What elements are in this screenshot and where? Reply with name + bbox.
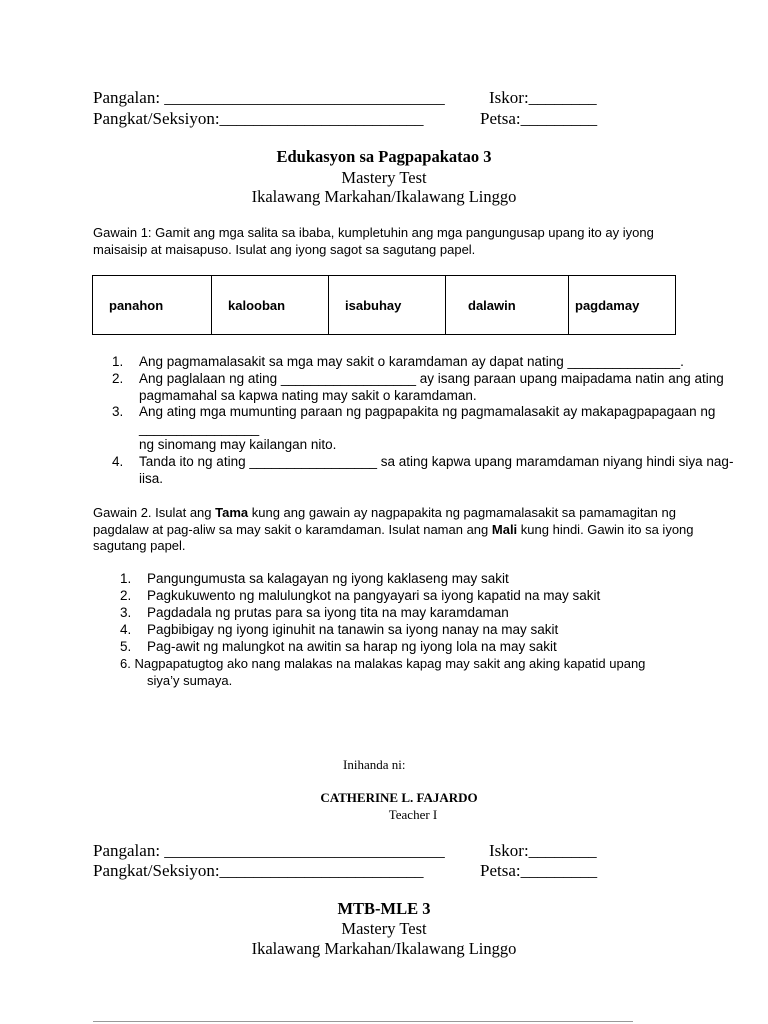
subject-title: Edukasyon sa Pagpapakatao 3 xyxy=(276,147,492,166)
date-field-label: Petsa:_________ xyxy=(480,861,598,880)
period-label: Ikalawang Markahan/Ikalawang Linggo xyxy=(251,187,517,206)
word-bank-cell: pagdamay xyxy=(569,276,676,335)
task1-items xyxy=(112,354,734,487)
item-text: Pagdadala ng prutas para sa iyong tita na may karamdaman xyxy=(147,605,509,620)
word-bank-cell: dalawin xyxy=(446,276,569,335)
item-number: 2. xyxy=(120,588,132,603)
tama-keyword: Tama xyxy=(215,505,249,520)
task2-intro-text: kung ang gawain ay nagpapakita ng pagmamalasakit sa pamamagitan ng pagdalaw at pag-aliw sa may sakit o karamdaman. Isulat naman ang xyxy=(93,505,676,537)
teacher-title: Teacher I xyxy=(388,807,438,822)
list-item xyxy=(120,605,707,622)
mali-keyword: Mali xyxy=(491,521,518,537)
item-number: 1. xyxy=(112,354,124,369)
item-number: 3. xyxy=(112,404,124,419)
test-type: Mastery Test xyxy=(341,168,427,187)
item-text: Pagkukuwento ng malulungkot na pangyayari sa iyong kapatid na may sakit xyxy=(147,588,601,603)
word-bank-cell: isabuhay xyxy=(329,276,446,335)
list-item xyxy=(112,354,734,371)
table-top-border xyxy=(93,1021,633,1022)
word-bank-table xyxy=(92,275,676,335)
task2-instructions xyxy=(93,505,713,555)
section-field-label: Pangkat/Seksiyon:________________________ xyxy=(93,861,424,880)
item-text: Pag-awit ng malungkot na awitin sa harap ng iyong lola na may sakit xyxy=(147,639,557,654)
word-bank-cell: kalooban xyxy=(212,276,329,335)
task2-item-6-continuation: siya’y sumaya. xyxy=(147,673,233,688)
item-number: 4. xyxy=(120,622,132,637)
item-number: 3. xyxy=(120,605,132,620)
section-field-label: Pangkat/Seksiyon:________________________ xyxy=(93,109,424,128)
word-bank-cell: panahon xyxy=(93,276,212,335)
date-field-label: Petsa:_________ xyxy=(480,109,598,128)
list-item xyxy=(120,622,707,639)
item-text: Tanda ito ng ating _________________ sa ating kapwa upang maramdaman niyang hindi siya nag-iisa. xyxy=(139,454,734,486)
name-field-label: Pangalan: _________________________________ xyxy=(93,841,445,860)
list-item xyxy=(112,404,734,454)
subject-title: MTB-MLE 3 xyxy=(337,899,431,918)
task1-instructions: Gawain 1: Gamit ang mga salita sa ibaba, kumpletuhin ang mga pangungusap upang ito ay iyong maisaisip at maisapuso. Isulat ang iyong sagot sa sagutang papel. xyxy=(93,225,654,257)
score-field-label: Iskor:________ xyxy=(489,841,597,860)
item-number: 2. xyxy=(112,371,124,386)
item-text-continuation: ng sinomang may kailangan nito. xyxy=(139,437,337,452)
item-text: Ang ating mga mumunting paraan ng pagpapakita ng pagmamalasakit ay makapagpapagaan ng ________________ xyxy=(139,404,716,436)
task2-intro-text: kung hindi. Gawin ito sa iyong sagutang papel. xyxy=(93,521,694,553)
item-number: 4. xyxy=(112,454,124,469)
item-text: Ang pagmamalasakit sa mga may sakit o karamdaman ay dapat nating _______________. xyxy=(139,354,684,369)
list-item xyxy=(112,371,734,404)
list-item xyxy=(120,639,707,656)
task2-intro-text: Gawain 2. Isulat ang xyxy=(93,505,216,520)
teacher-name: CATHERINE L. FAJARDO xyxy=(320,790,478,805)
list-item xyxy=(112,454,734,487)
period-label: Ikalawang Markahan/Ikalawang Linggo xyxy=(251,939,517,958)
list-item xyxy=(120,588,707,605)
prepared-by-label: Inihanda ni: xyxy=(343,757,406,772)
score-field-label: Iskor:________ xyxy=(489,88,597,107)
item-text: Pangungumusta sa kalagayan ng iyong kaklaseng may sakit xyxy=(147,571,509,586)
item-text: Pagbibigay ng iyong iginuhit na tanawin sa iyong nanay na may sakit xyxy=(147,622,559,637)
item-number: 5. xyxy=(120,639,132,654)
task2-item-6: 6. Nagpapatugtog ako nang malakas na malakas kapag may sakit ang aking kapatid upang xyxy=(120,656,646,671)
name-field-label: Pangalan: _________________________________ xyxy=(93,88,445,107)
list-item xyxy=(120,571,707,588)
task2-items xyxy=(120,571,707,656)
test-type: Mastery Test xyxy=(341,919,427,938)
item-number: 1. xyxy=(120,571,132,586)
item-text: Ang paglalaan ng ating __________________ ay isang paraan upang maipadama natin ang ating pagmamahal sa kapwa nating may sakit o karamdaman. xyxy=(139,371,724,403)
